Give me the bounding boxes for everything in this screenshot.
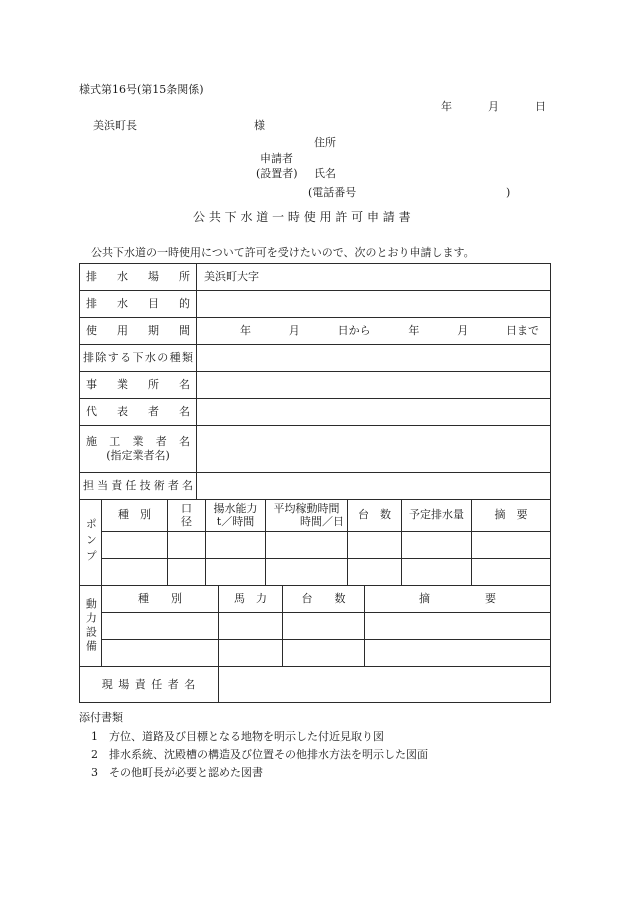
pump-cell[interactable] — [402, 531, 472, 558]
pump-col-diameter: 口 径 — [168, 500, 206, 531]
phone-close: ) — [506, 186, 511, 199]
power-cell[interactable] — [365, 613, 551, 640]
representative-field[interactable] — [197, 399, 551, 426]
pump-cell[interactable] — [102, 558, 168, 585]
pump-col-planned: 予定排水量 — [402, 500, 472, 531]
phone-label: (電話番号 — [308, 186, 357, 199]
drain-place-field[interactable] — [197, 264, 551, 291]
intro-text: 公共下水道の一時使用について許可を受けたいので、次のとおり申請します。 — [91, 246, 475, 259]
engineer-field[interactable] — [197, 473, 551, 500]
attachment-item: 2 排水系統、沈殿槽の構造及び位置その他排水方法を明示した図面 — [91, 748, 428, 761]
pump-cell[interactable] — [266, 558, 348, 585]
power-cell[interactable] — [102, 640, 219, 667]
power-col-type: 種 別 — [102, 586, 219, 613]
drain-place-value: 美浜町大字 — [204, 270, 259, 284]
contractor-field[interactable] — [197, 426, 551, 473]
pump-cell[interactable] — [102, 531, 168, 558]
drain-place-label: 排 水 場 所 — [80, 264, 197, 291]
power-cell[interactable] — [219, 640, 283, 667]
power-row-1 — [80, 613, 551, 640]
row-representative — [80, 399, 551, 426]
power-cell[interactable] — [283, 640, 365, 667]
pump-col-capacity-label: 揚水能力 — [213, 501, 258, 515]
power-header-row — [80, 586, 551, 613]
attachments-heading: 添付書類 — [79, 711, 123, 724]
pump-col-remarks: 摘 要 — [472, 500, 551, 531]
row-use-period — [80, 318, 551, 345]
pump-col-type: 種 別 — [102, 500, 168, 531]
power-col-count: 台 数 — [283, 586, 365, 613]
contractor-label: 施 工 業 者 名 — [86, 435, 190, 449]
pump-cell[interactable] — [348, 531, 402, 558]
power-cell[interactable] — [219, 613, 283, 640]
pump-col-capacity-unit: t／時間 — [216, 515, 255, 529]
date-day-label: 日 — [535, 100, 546, 113]
pump-cell[interactable] — [472, 558, 551, 585]
honorific: 様 — [254, 119, 265, 132]
row-sewage-type — [80, 345, 551, 372]
installer-label: (設置者) — [256, 167, 298, 180]
drain-purpose-label: 排 水 目 的 — [80, 291, 197, 318]
document-title: 公 共 下 水 道 一 時 使 用 許 可 申 請 書 — [193, 210, 411, 224]
pump-cell[interactable] — [266, 531, 348, 558]
pump-cell[interactable] — [472, 531, 551, 558]
date-month-label: 月 — [488, 100, 499, 113]
row-drain-purpose — [80, 291, 551, 318]
power-col-remarks: 摘 要 — [365, 586, 551, 613]
row-engineer — [80, 473, 551, 500]
site-manager-field[interactable] — [219, 667, 551, 703]
main-table — [79, 263, 551, 500]
attachment-item: 1 方位、道路及び目標となる地物を明示した付近見取り図 — [91, 730, 384, 743]
period-month2: 月 — [457, 324, 469, 338]
pump-cell[interactable] — [206, 531, 266, 558]
power-group-label: 動力設備 — [80, 586, 102, 667]
address-label: 住所 — [314, 136, 336, 149]
pump-col-avg-hours-label: 平均稼動時間 — [273, 501, 340, 515]
pump-cell[interactable] — [168, 558, 206, 585]
name-label: 氏名 — [314, 167, 336, 180]
site-manager-label: 現 場 責 任 者 名 — [80, 667, 219, 703]
pump-cell[interactable] — [206, 558, 266, 585]
pump-col-avg-hours — [266, 500, 348, 531]
representative-label: 代 表 者 名 — [80, 399, 197, 426]
engineer-label: 担当責任技術者名 — [80, 473, 197, 500]
pump-row-2 — [80, 558, 551, 585]
office-name-label: 事 業 所 名 — [80, 372, 197, 399]
contractor-label-cell — [80, 426, 197, 473]
form-number: 様式第16号(第15条関係) — [79, 83, 204, 96]
pump-group-label: ポンプ — [80, 500, 102, 585]
application-form — [79, 263, 551, 706]
row-contractor — [80, 426, 551, 473]
sewage-type-label: 排除する下水の種類 — [80, 345, 197, 372]
period-month: 月 — [288, 324, 300, 338]
contractor-sub-label: (指定業者名) — [106, 449, 170, 462]
period-year: 年 — [240, 324, 251, 338]
pump-cell[interactable] — [168, 531, 206, 558]
pump-table — [79, 500, 551, 586]
pump-cell[interactable] — [348, 558, 402, 585]
pump-header-row — [80, 500, 551, 531]
attachment-item: 3 その他町長が必要と認めた図書 — [91, 766, 263, 779]
sewage-type-field[interactable] — [197, 345, 551, 372]
drain-purpose-field[interactable] — [197, 291, 551, 318]
pump-col-count: 台 数 — [348, 500, 402, 531]
use-period-field[interactable] — [197, 318, 551, 345]
power-col-horsepower: 馬 力 — [219, 586, 283, 613]
row-office-name — [80, 372, 551, 399]
pump-row-1 — [80, 531, 551, 558]
power-row-2 — [80, 640, 551, 667]
period-to: 日まで — [505, 324, 539, 338]
row-site-manager — [80, 667, 551, 703]
period-from: 日から — [337, 324, 371, 338]
row-drain-place — [80, 264, 551, 291]
power-cell[interactable] — [283, 613, 365, 640]
power-cell[interactable] — [102, 613, 219, 640]
pump-cell[interactable] — [402, 558, 472, 585]
power-cell[interactable] — [365, 640, 551, 667]
pump-col-capacity — [206, 500, 266, 531]
office-name-field[interactable] — [197, 372, 551, 399]
addressee: 美浜町長 — [93, 119, 137, 132]
period-year2: 年 — [408, 324, 420, 338]
date-year-label: 年 — [441, 100, 452, 113]
use-period-label: 使 用 期 間 — [80, 318, 197, 345]
pump-col-avg-hours-unit: 時間／日 — [300, 515, 344, 529]
power-table — [79, 586, 551, 704]
applicant-label: 申請者 — [260, 152, 293, 165]
